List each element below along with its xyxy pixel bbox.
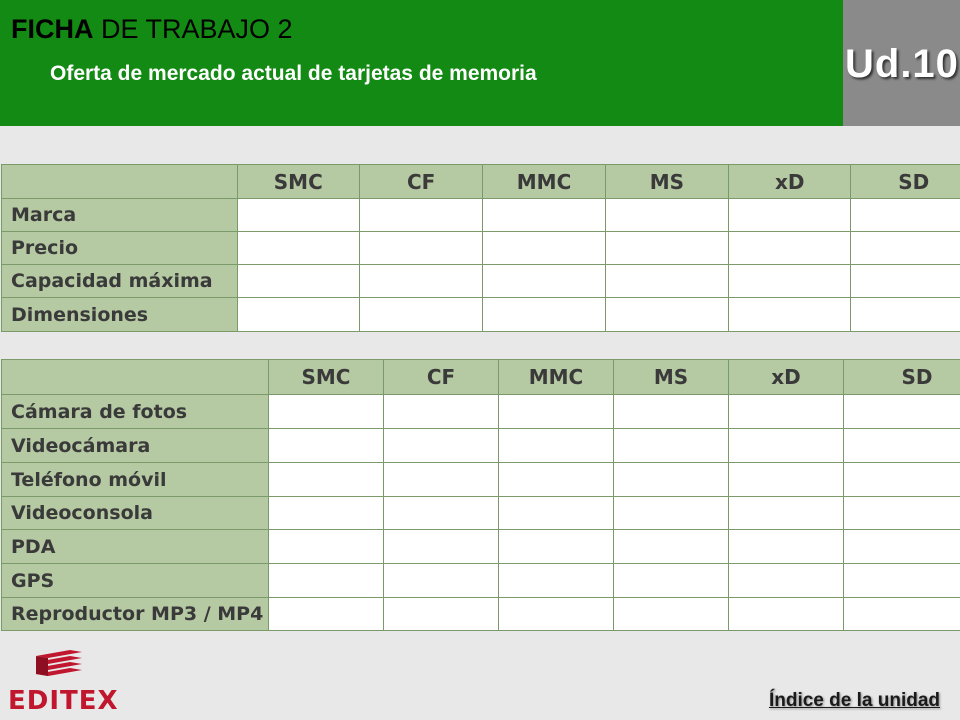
table-row bbox=[2, 265, 960, 298]
row-label: Dimensiones bbox=[2, 298, 238, 332]
input-cell[interactable] bbox=[729, 530, 844, 564]
unit-label: Ud.10 bbox=[845, 42, 959, 86]
row-label: Videocámara bbox=[2, 429, 269, 463]
input-cell[interactable] bbox=[605, 232, 728, 265]
page-title bbox=[11, 14, 293, 45]
input-cell[interactable] bbox=[483, 265, 605, 298]
input-cell[interactable] bbox=[499, 598, 614, 631]
page-subtitle: Oferta de mercado actual de tarjetas de memoria bbox=[50, 62, 537, 85]
input-cell[interactable] bbox=[359, 265, 482, 298]
table-row bbox=[2, 598, 960, 631]
input-cell[interactable] bbox=[729, 265, 851, 298]
column-header: xD bbox=[729, 165, 851, 199]
input-cell[interactable] bbox=[729, 598, 844, 631]
input-cell[interactable] bbox=[499, 463, 614, 497]
column-header: SD bbox=[844, 360, 960, 395]
input-cell[interactable] bbox=[851, 298, 960, 332]
input-cell[interactable] bbox=[237, 199, 359, 232]
table-row bbox=[2, 564, 960, 598]
input-cell[interactable] bbox=[729, 463, 844, 497]
input-cell[interactable] bbox=[851, 265, 960, 298]
memory-card-specs-table bbox=[1, 164, 960, 332]
input-cell[interactable] bbox=[359, 199, 482, 232]
input-cell[interactable] bbox=[384, 429, 499, 463]
input-cell[interactable] bbox=[269, 497, 384, 530]
table-corner bbox=[2, 360, 269, 395]
column-header: xD bbox=[729, 360, 844, 395]
table-header-row bbox=[2, 360, 960, 395]
input-cell[interactable] bbox=[237, 298, 359, 332]
column-header: CF bbox=[359, 165, 482, 199]
input-cell[interactable] bbox=[384, 530, 499, 564]
table-row bbox=[2, 530, 960, 564]
input-cell[interactable] bbox=[499, 497, 614, 530]
editex-logo: EDITEX bbox=[8, 686, 119, 716]
input-cell[interactable] bbox=[844, 598, 960, 631]
input-cell[interactable] bbox=[384, 395, 499, 429]
table-row bbox=[2, 497, 960, 530]
table-row bbox=[2, 463, 960, 497]
row-label: PDA bbox=[2, 530, 269, 564]
input-cell[interactable] bbox=[483, 199, 605, 232]
table-header-row bbox=[2, 165, 960, 199]
column-header: MS bbox=[605, 165, 728, 199]
input-cell[interactable] bbox=[384, 463, 499, 497]
table-corner bbox=[2, 165, 238, 199]
input-cell[interactable] bbox=[483, 232, 605, 265]
input-cell[interactable] bbox=[384, 497, 499, 530]
row-label: Videoconsola bbox=[2, 497, 269, 530]
column-header: MS bbox=[614, 360, 729, 395]
input-cell[interactable] bbox=[269, 564, 384, 598]
row-label: Reproductor MP3 / MP4 bbox=[2, 598, 269, 631]
input-cell[interactable] bbox=[237, 232, 359, 265]
input-cell[interactable] bbox=[729, 497, 844, 530]
input-cell[interactable] bbox=[614, 497, 729, 530]
memory-card-compatibility-table bbox=[1, 359, 960, 631]
table-row bbox=[2, 395, 960, 429]
title-rest: DE TRABAJO 2 bbox=[93, 14, 293, 44]
input-cell[interactable] bbox=[359, 232, 482, 265]
input-cell[interactable] bbox=[269, 463, 384, 497]
column-header: MMC bbox=[499, 360, 614, 395]
input-cell[interactable] bbox=[605, 199, 728, 232]
row-label: Cámara de fotos bbox=[2, 395, 269, 429]
input-cell[interactable] bbox=[614, 395, 729, 429]
input-cell[interactable] bbox=[499, 395, 614, 429]
row-label: GPS bbox=[2, 564, 269, 598]
table-row bbox=[2, 298, 960, 332]
column-header: SMC bbox=[269, 360, 384, 395]
input-cell[interactable] bbox=[237, 265, 359, 298]
input-cell[interactable] bbox=[269, 429, 384, 463]
column-header: MMC bbox=[483, 165, 605, 199]
input-cell[interactable] bbox=[614, 564, 729, 598]
input-cell[interactable] bbox=[729, 564, 844, 598]
column-header: SD bbox=[851, 165, 960, 199]
input-cell[interactable] bbox=[729, 429, 844, 463]
input-cell[interactable] bbox=[499, 564, 614, 598]
input-cell[interactable] bbox=[844, 497, 960, 530]
column-header: CF bbox=[384, 360, 499, 395]
input-cell[interactable] bbox=[605, 265, 728, 298]
input-cell[interactable] bbox=[844, 564, 960, 598]
table-row bbox=[2, 232, 960, 265]
input-cell[interactable] bbox=[729, 232, 851, 265]
unit-index-link[interactable]: Índice de la unidad bbox=[768, 690, 940, 711]
table-row bbox=[2, 429, 960, 463]
row-label: Marca bbox=[2, 199, 238, 232]
input-cell[interactable] bbox=[851, 232, 960, 265]
input-cell[interactable] bbox=[269, 598, 384, 631]
input-cell[interactable] bbox=[844, 463, 960, 497]
input-cell[interactable] bbox=[483, 298, 605, 332]
title-bold: FICHA bbox=[11, 14, 94, 44]
input-cell[interactable] bbox=[384, 564, 499, 598]
input-cell[interactable] bbox=[269, 530, 384, 564]
row-label: Capacidad máxima bbox=[2, 265, 238, 298]
input-cell[interactable] bbox=[359, 298, 482, 332]
input-cell[interactable] bbox=[614, 530, 729, 564]
column-header: SMC bbox=[237, 165, 359, 199]
input-cell[interactable] bbox=[729, 395, 844, 429]
input-cell[interactable] bbox=[614, 598, 729, 631]
table-row bbox=[2, 199, 960, 232]
input-cell[interactable] bbox=[844, 429, 960, 463]
input-cell[interactable] bbox=[269, 395, 384, 429]
input-cell[interactable] bbox=[851, 199, 960, 232]
input-cell[interactable] bbox=[614, 429, 729, 463]
input-cell[interactable] bbox=[384, 598, 499, 631]
input-cell[interactable] bbox=[614, 463, 729, 497]
row-label: Precio bbox=[2, 232, 238, 265]
input-cell[interactable] bbox=[844, 530, 960, 564]
input-cell[interactable] bbox=[844, 395, 960, 429]
input-cell[interactable] bbox=[499, 429, 614, 463]
input-cell[interactable] bbox=[729, 298, 851, 332]
input-cell[interactable] bbox=[729, 199, 851, 232]
row-label: Teléfono móvil bbox=[2, 463, 269, 497]
input-cell[interactable] bbox=[499, 530, 614, 564]
input-cell[interactable] bbox=[605, 298, 728, 332]
